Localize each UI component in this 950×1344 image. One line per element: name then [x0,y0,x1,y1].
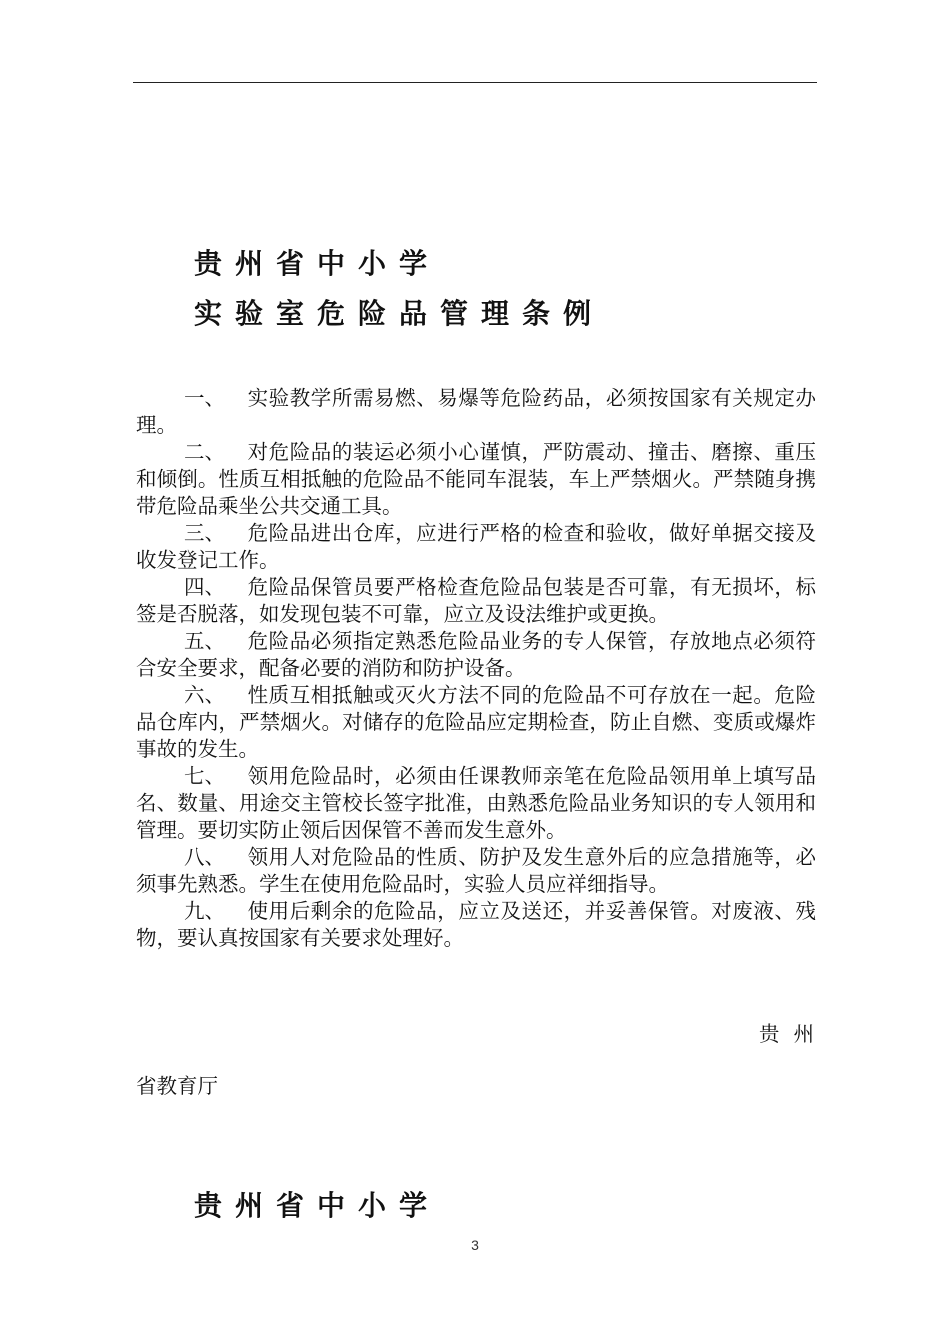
page-number: 3 [471,1237,479,1253]
clause-number: 二、 [184,440,225,464]
clause-7 [136,763,816,844]
clause-number: 七、 [184,764,225,788]
clause-6 [136,682,816,763]
clause-number: 五、 [184,629,225,653]
signature-line2: 省教育厅 [136,1074,218,1098]
clause-text: 危险品保管员要严格检查危险品包装是否可靠，有无损坏，标签是否脱落，如发现包装不可靠，应立及设法维护或更换。 [136,575,816,626]
clause-text: 对危险品的装运必须小心谨慎，严防震动、撞击、磨擦、重压和倾倒。性质互相抵触的危险品不能同车混装，车上严禁烟火。严禁随身携带危险品乘坐公共交通工具。 [136,440,816,518]
clause-text: 领用人对危险品的性质、防护及发生意外后的应急措施等，必须事先熟悉。学生在使用危险品时，实验人员应祥细指导。 [136,845,816,896]
next-section-title: 贵州省中小学 [194,1189,441,1222]
clause-number: 三、 [184,521,225,545]
clause-number: 八、 [184,845,225,869]
clause-text: 领用危险品时，必须由任课教师亲笔在危险品领用单上填写品名、数量、用途交主管校长签字批准，由熟悉危险品业务知识的专人领用和管理。要切实防止领后因保管不善而发生意外。 [136,764,816,842]
clause-text: 使用后剩余的危险品，应立及送还，并妥善保管。对废液、残物，要认真按国家有关要求处理好。 [136,899,816,950]
clause-number: 九、 [184,899,225,923]
clause-number: 四、 [184,575,225,599]
clause-5 [136,628,816,682]
header-rule [133,82,817,83]
document-title-line2: 实验室危险品管理条例 [194,297,605,330]
document-title-line1: 贵州省中小学 [194,247,441,280]
clause-3 [136,520,816,574]
document-body [136,385,816,952]
clause-2 [136,439,816,520]
clause-9 [136,898,816,952]
clause-8 [136,844,816,898]
clause-text: 性质互相抵触或灭火方法不同的危险品不可存放在一起。危险品仓库内，严禁烟火。对储存的危险品应定期检查，防止自燃、变质或爆炸事故的发生。 [136,683,816,761]
signature-line1: 贵州 [759,1022,828,1046]
clause-number: 六、 [184,683,225,707]
clause-text: 危险品必须指定熟悉危险品业务的专人保管，存放地点必须符合安全要求，配备必要的消防和防护设备。 [136,629,816,680]
clause-text: 实验教学所需易燃、易爆等危险药品，必须按国家有关规定办理。 [136,386,816,437]
clause-4 [136,574,816,628]
clause-text: 危险品进出仓库，应进行严格的检查和验收，做好单据交接及收发登记工作。 [136,521,816,572]
clause-1 [136,385,816,439]
clause-number: 一、 [184,386,225,410]
